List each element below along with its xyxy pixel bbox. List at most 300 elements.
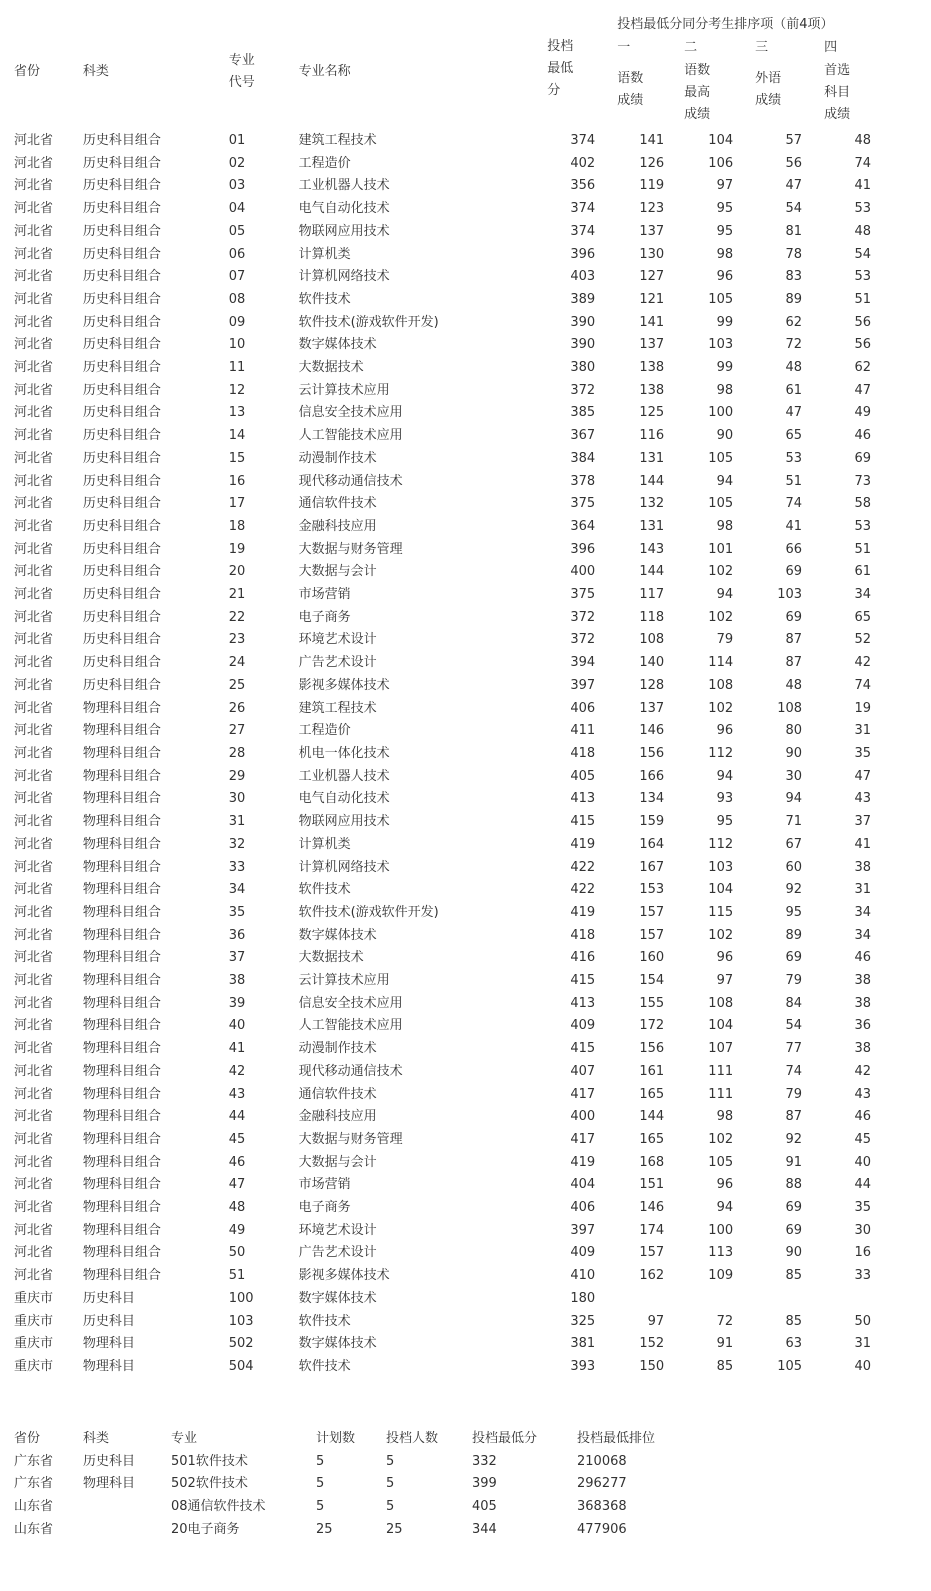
cell-name: 人工智能技术应用 <box>298 428 403 444</box>
cell-k3: 108 <box>777 700 803 716</box>
cell-k2: 115 <box>708 904 734 920</box>
cell-category: 物理科目组合 <box>82 995 161 1011</box>
header-name: 专业名称 <box>298 64 351 79</box>
cell-code: 11 <box>228 360 246 376</box>
cell-k4: 46 <box>854 1109 872 1125</box>
cell-category: 物理科目组合 <box>82 1109 161 1125</box>
table2-row <box>14 1451 697 1474</box>
cell-k1: 138 <box>639 360 665 376</box>
cell-k3: 72 <box>785 337 803 353</box>
table2-cell-major: 20电子商务 <box>171 1521 240 1537</box>
cell-k1: 144 <box>639 564 665 580</box>
cell-k4: 49 <box>854 405 872 421</box>
cell-k4: 43 <box>854 791 872 807</box>
cell-category: 物理科目组合 <box>82 768 161 784</box>
cell-category: 物理科目组合 <box>82 1200 161 1216</box>
cell-name: 计算机类 <box>298 836 351 852</box>
cell-k3: 54 <box>785 1018 803 1034</box>
table2-body <box>14 1451 697 1542</box>
cell-k1: 174 <box>639 1222 665 1238</box>
cell-name: 大数据与财务管理 <box>298 541 403 557</box>
cell-province: 河北省 <box>14 1018 54 1034</box>
cell-k4: 53 <box>854 201 872 217</box>
cell-k3: 69 <box>785 1222 803 1238</box>
cell-k4: 35 <box>854 1200 872 1216</box>
cell-category: 物理科目组合 <box>82 1222 161 1238</box>
cell-k2: 99 <box>716 314 734 330</box>
cell-k2: 94 <box>716 473 734 489</box>
cell-province: 河北省 <box>14 201 54 217</box>
cell-k2: 102 <box>708 609 734 625</box>
cell-name: 数字媒体技术 <box>298 927 377 943</box>
cell-k1: 157 <box>639 1245 665 1261</box>
cell-k4: 42 <box>854 655 872 671</box>
cell-min-score: 397 <box>570 677 596 693</box>
cell-min-score: 374 <box>570 133 596 148</box>
cell-code: 26 <box>228 700 246 716</box>
cell-min-score: 409 <box>570 1018 596 1034</box>
header-k2-label: 语数最高成绩 <box>684 63 711 122</box>
cell-k3: 67 <box>785 836 803 852</box>
table2-header <box>14 1428 697 1451</box>
table2-cell-min-rank: 368368 <box>577 1499 627 1515</box>
cell-k1: 137 <box>639 700 665 716</box>
cell-k4: 74 <box>854 155 872 171</box>
cell-province: 河北省 <box>14 291 54 307</box>
cell-k2: 72 <box>716 1313 734 1329</box>
table-row <box>14 834 931 857</box>
cell-k2: 103 <box>708 859 734 875</box>
table-row <box>14 675 931 698</box>
cell-k3: 65 <box>785 428 803 444</box>
cell-category: 物理科目组合 <box>82 859 161 875</box>
cell-k1: 144 <box>639 1109 665 1125</box>
cell-code: 25 <box>228 677 246 693</box>
table-row <box>14 312 931 335</box>
cell-k4: 41 <box>854 178 872 194</box>
cell-category: 物理科目组合 <box>82 814 161 830</box>
table-row <box>14 1061 931 1084</box>
table2-cell-min-rank: 296277 <box>577 1476 627 1492</box>
cell-province: 河北省 <box>14 609 54 625</box>
cell-name: 软件技术(游戏软件开发) <box>298 314 439 330</box>
cell-name: 大数据技术 <box>298 950 364 966</box>
cell-k1: 108 <box>639 632 665 648</box>
cell-k3: 62 <box>785 314 803 330</box>
cell-k3: 51 <box>785 473 803 489</box>
table2-header-plan: 计划数 <box>316 1431 356 1446</box>
cell-k3: 92 <box>785 1131 803 1147</box>
cell-min-score: 400 <box>570 1109 596 1125</box>
table-row <box>14 448 931 471</box>
cell-k2: 98 <box>716 1109 734 1125</box>
cell-k4: 38 <box>854 973 872 989</box>
cell-k4: 34 <box>854 927 872 943</box>
table-row <box>14 1242 931 1265</box>
cell-k2: 103 <box>708 337 734 353</box>
cell-category: 物理科目 <box>82 1336 135 1352</box>
cell-k2: 98 <box>716 246 734 262</box>
table-row <box>14 1265 931 1288</box>
cell-k2: 104 <box>708 1018 734 1034</box>
cell-k2: 91 <box>716 1336 734 1352</box>
cell-category: 历史科目组合 <box>82 655 161 671</box>
cell-k1: 118 <box>639 609 665 625</box>
cell-k4: 33 <box>854 1268 872 1284</box>
cell-min-score: 422 <box>570 859 596 875</box>
cell-name: 环境艺术设计 <box>298 632 377 648</box>
cell-province: 河北省 <box>14 1063 54 1079</box>
cell-k2: 93 <box>716 791 734 807</box>
cell-k2: 112 <box>708 836 734 852</box>
cell-k4: 41 <box>854 836 872 852</box>
cell-k1: 121 <box>639 291 665 307</box>
cell-province: 河北省 <box>14 133 54 148</box>
cell-code: 27 <box>228 723 246 739</box>
table-row <box>14 811 931 834</box>
table2-cell-category <box>83 1519 171 1542</box>
table2-header-count: 投档人数 <box>386 1431 439 1446</box>
cell-k2: 79 <box>716 632 734 648</box>
cell-province: 河北省 <box>14 178 54 194</box>
cell-k2: 109 <box>708 1268 734 1284</box>
cell-min-score: 409 <box>570 1245 596 1261</box>
cell-category: 物理科目组合 <box>82 700 161 716</box>
cell-k2: 104 <box>708 882 734 898</box>
cell-category: 物理科目组合 <box>82 836 161 852</box>
table-row <box>14 857 931 880</box>
cell-name: 数字媒体技术 <box>298 1290 377 1306</box>
cell-name: 大数据技术 <box>298 360 364 376</box>
cell-name: 金融科技应用 <box>298 518 377 534</box>
cell-name: 广告艺术设计 <box>298 655 377 671</box>
cell-code: 50 <box>228 1245 246 1261</box>
cell-code: 09 <box>228 314 246 330</box>
cell-code: 39 <box>228 995 246 1011</box>
table-row <box>14 221 931 244</box>
cell-k2: 114 <box>708 655 734 671</box>
cell-name: 电气自动化技术 <box>298 201 390 217</box>
cell-k3: 94 <box>785 791 803 807</box>
cell-k2: 96 <box>716 950 734 966</box>
cell-k4: 31 <box>854 723 872 739</box>
cell-province: 河北省 <box>14 1200 54 1216</box>
cell-province: 河北省 <box>14 791 54 807</box>
cell-code: 36 <box>228 927 246 943</box>
cell-k3: 69 <box>785 950 803 966</box>
cell-province: 河北省 <box>14 745 54 761</box>
cell-min-score: 413 <box>570 791 596 807</box>
table-row <box>14 652 931 675</box>
header-tiebreak-title: 投档最低分同分考生排序项（前4项） <box>617 17 834 32</box>
cell-k3: 105 <box>777 1358 803 1374</box>
cell-province: 河北省 <box>14 950 54 966</box>
cell-k2: 102 <box>708 1131 734 1147</box>
cell-k1: 146 <box>639 723 665 739</box>
table-row <box>14 1197 931 1220</box>
cell-k1: 138 <box>639 382 665 398</box>
cell-name: 数字媒体技术 <box>298 337 377 353</box>
cell-min-score: 380 <box>570 360 596 376</box>
cell-code: 47 <box>228 1177 246 1193</box>
cell-min-score: 180 <box>570 1290 596 1306</box>
cell-name: 计算机网络技术 <box>298 859 390 875</box>
cell-name: 软件技术 <box>298 882 351 898</box>
table2-cell-min-score: 399 <box>472 1476 497 1492</box>
table-row <box>14 289 931 312</box>
table2-row <box>14 1496 697 1519</box>
table-row <box>14 902 931 925</box>
cell-category: 历史科目组合 <box>82 337 161 353</box>
cell-code: 45 <box>228 1131 246 1147</box>
cell-k1: 154 <box>639 973 665 989</box>
cell-min-score: 372 <box>570 609 596 625</box>
cell-k1: 167 <box>639 859 665 875</box>
cell-code: 20 <box>228 564 246 580</box>
cell-k1: 141 <box>639 314 665 330</box>
header-min-score: 投档最低分 <box>547 39 574 98</box>
cell-k2: 106 <box>708 155 734 171</box>
cell-category: 物理科目组合 <box>82 1177 161 1193</box>
cell-province: 河北省 <box>14 859 54 875</box>
cell-k2: 98 <box>716 382 734 398</box>
table-row <box>14 244 931 267</box>
table2-cell-province: 山东省 <box>14 1499 54 1515</box>
cell-code: 43 <box>228 1086 246 1102</box>
cell-province: 河北省 <box>14 246 54 262</box>
table-row <box>14 425 931 448</box>
table-row <box>14 266 931 289</box>
table2-cell-plan: 5 <box>316 1499 325 1515</box>
cell-k1: 130 <box>639 246 665 262</box>
cell-k2: 98 <box>716 518 734 534</box>
cell-k4: 46 <box>854 950 872 966</box>
cell-province: 河北省 <box>14 360 54 376</box>
table-row <box>14 743 931 766</box>
cell-code: 01 <box>228 133 246 148</box>
cell-k3: 79 <box>785 973 803 989</box>
cell-code: 08 <box>228 291 246 307</box>
cell-category: 历史科目组合 <box>82 450 161 466</box>
table2-cell-province: 广东省 <box>14 1476 54 1492</box>
cell-province: 重庆市 <box>14 1336 54 1352</box>
cell-category: 物理科目组合 <box>82 1154 161 1170</box>
cell-k1: 165 <box>639 1086 665 1102</box>
cell-name: 市场营销 <box>298 1177 351 1193</box>
cell-k2: 101 <box>708 541 734 557</box>
cell-min-score: 385 <box>570 405 596 421</box>
cell-k3: 69 <box>785 564 803 580</box>
cell-min-score: 418 <box>570 927 596 943</box>
table2-cell-plan: 5 <box>316 1453 325 1469</box>
cell-k2: 96 <box>716 1177 734 1193</box>
cell-min-score: 364 <box>570 518 596 534</box>
cell-min-score: 419 <box>570 1154 596 1170</box>
cell-code: 12 <box>228 382 246 398</box>
table-row <box>14 539 931 562</box>
cell-category: 物理科目组合 <box>82 745 161 761</box>
cell-category: 物理科目组合 <box>82 723 161 739</box>
cell-k2: 97 <box>716 178 734 194</box>
cell-category: 物理科目组合 <box>82 1018 161 1034</box>
cell-k1: 127 <box>639 269 665 285</box>
cell-code: 07 <box>228 269 246 285</box>
table-row <box>14 629 931 652</box>
cell-category: 历史科目组合 <box>82 677 161 693</box>
cell-k1: 132 <box>639 496 665 512</box>
cell-category: 物理科目组合 <box>82 1131 161 1147</box>
cell-k3: 79 <box>785 1086 803 1102</box>
cell-province: 河北省 <box>14 768 54 784</box>
cell-code: 02 <box>228 155 246 171</box>
cell-category: 历史科目组合 <box>82 155 161 171</box>
table-row <box>14 402 931 425</box>
cell-min-score: 396 <box>570 541 596 557</box>
cell-k2: 96 <box>716 723 734 739</box>
cell-k2: 94 <box>716 1200 734 1216</box>
cell-code: 28 <box>228 745 246 761</box>
cell-name: 物联网应用技术 <box>298 814 390 830</box>
cell-k3: 92 <box>785 882 803 898</box>
table2-cell-plan: 5 <box>316 1476 325 1492</box>
cell-province: 河北省 <box>14 700 54 716</box>
cell-name: 广告艺术设计 <box>298 1245 377 1261</box>
cell-k3: 90 <box>785 745 803 761</box>
cell-min-score: 407 <box>570 1063 596 1079</box>
cell-min-score: 417 <box>570 1086 596 1102</box>
cell-k2: 111 <box>708 1086 734 1102</box>
cell-province: 河北省 <box>14 655 54 671</box>
header-k4-label: 首选科目成绩 <box>824 63 851 122</box>
table2-cell-count: 5 <box>386 1499 395 1515</box>
cell-k4: 51 <box>854 541 872 557</box>
cell-k4: 36 <box>854 1018 872 1034</box>
cell-min-score: 381 <box>570 1336 596 1352</box>
cell-category: 物理科目 <box>82 1358 135 1374</box>
cell-name: 市场营销 <box>298 587 351 603</box>
cell-k1: 134 <box>639 791 665 807</box>
cell-k1: 137 <box>639 337 665 353</box>
cell-k1: 172 <box>639 1018 665 1034</box>
cell-k3: 30 <box>785 768 803 784</box>
cell-k1: 162 <box>639 1268 665 1284</box>
table-row <box>14 879 931 902</box>
cell-code: 03 <box>228 178 246 194</box>
cell-k3: 69 <box>785 1200 803 1216</box>
cell-k3: 48 <box>785 360 803 376</box>
cell-category: 历史科目组合 <box>82 201 161 217</box>
cell-name: 电子商务 <box>298 1200 351 1216</box>
cell-min-score: 372 <box>570 382 596 398</box>
cell-k2: 105 <box>708 450 734 466</box>
cell-code: 22 <box>228 609 246 625</box>
cell-k3: 56 <box>785 155 803 171</box>
cell-k4: 47 <box>854 382 872 398</box>
cell-min-score: 405 <box>570 768 596 784</box>
cell-category: 物理科目组合 <box>82 927 161 943</box>
table-row <box>14 925 931 948</box>
cell-code: 103 <box>228 1313 254 1329</box>
cell-province: 河北省 <box>14 1222 54 1238</box>
cell-province: 河北省 <box>14 473 54 489</box>
cell-province: 河北省 <box>14 587 54 603</box>
table-row <box>14 1356 931 1379</box>
cell-category: 历史科目组合 <box>82 587 161 603</box>
cell-category: 物理科目组合 <box>82 904 161 920</box>
table-row <box>14 584 931 607</box>
cell-code: 24 <box>228 655 246 671</box>
cell-k3: 63 <box>785 1336 803 1352</box>
cell-k4 <box>802 1288 871 1311</box>
cell-min-score: 394 <box>570 655 596 671</box>
cell-k3: 89 <box>785 291 803 307</box>
table2-header-province: 省份 <box>14 1431 41 1446</box>
cell-k1: 143 <box>639 541 665 557</box>
cell-k3: 60 <box>785 859 803 875</box>
table2-header-major: 专业 <box>171 1431 198 1446</box>
cell-k3: 95 <box>785 904 803 920</box>
table-row <box>14 970 931 993</box>
cell-k4: 34 <box>854 587 872 603</box>
cell-min-score: 396 <box>570 246 596 262</box>
cell-code: 37 <box>228 950 246 966</box>
cell-category: 历史科目组合 <box>82 609 161 625</box>
cell-k4: 61 <box>854 564 872 580</box>
cell-code: 16 <box>228 473 246 489</box>
cell-province: 河北省 <box>14 518 54 534</box>
cell-min-score: 419 <box>570 836 596 852</box>
cell-k4: 35 <box>854 745 872 761</box>
table2-row <box>14 1519 697 1542</box>
cell-code: 04 <box>228 201 246 217</box>
cell-code: 42 <box>228 1063 246 1079</box>
cell-name: 金融科技应用 <box>298 1109 377 1125</box>
cell-min-score: 397 <box>570 1222 596 1238</box>
cell-k3: 87 <box>785 632 803 648</box>
cell-k3: 85 <box>785 1268 803 1284</box>
table-row <box>14 1220 931 1243</box>
cell-k3: 90 <box>785 1245 803 1261</box>
cell-k4: 47 <box>854 768 872 784</box>
cell-k4: 31 <box>854 882 872 898</box>
cell-code: 10 <box>228 337 246 353</box>
cell-code: 34 <box>228 882 246 898</box>
cell-k3: 69 <box>785 609 803 625</box>
header-k2-num: 二 <box>684 40 698 55</box>
cell-province: 河北省 <box>14 1131 54 1147</box>
cell-category: 历史科目组合 <box>82 428 161 444</box>
cell-province: 河北省 <box>14 269 54 285</box>
cell-name: 大数据与财务管理 <box>298 1131 403 1147</box>
cell-name: 工业机器人技术 <box>298 178 390 194</box>
cell-province: 河北省 <box>14 541 54 557</box>
cell-k4: 62 <box>854 360 872 376</box>
table-row <box>14 561 931 584</box>
cell-k1: 156 <box>639 1041 665 1057</box>
cell-category: 历史科目组合 <box>82 291 161 307</box>
cell-province: 河北省 <box>14 337 54 353</box>
cell-k4: 40 <box>854 1358 872 1374</box>
cell-min-score: 372 <box>570 632 596 648</box>
cell-name: 工程造价 <box>298 723 351 739</box>
cell-k3: 78 <box>785 246 803 262</box>
cell-k4: 38 <box>854 1041 872 1057</box>
cell-k1: 116 <box>639 428 665 444</box>
cell-k2: 97 <box>716 973 734 989</box>
cell-k1 <box>595 1288 664 1311</box>
cell-k4: 45 <box>854 1131 872 1147</box>
cell-name: 软件技术(游戏软件开发) <box>298 904 439 920</box>
